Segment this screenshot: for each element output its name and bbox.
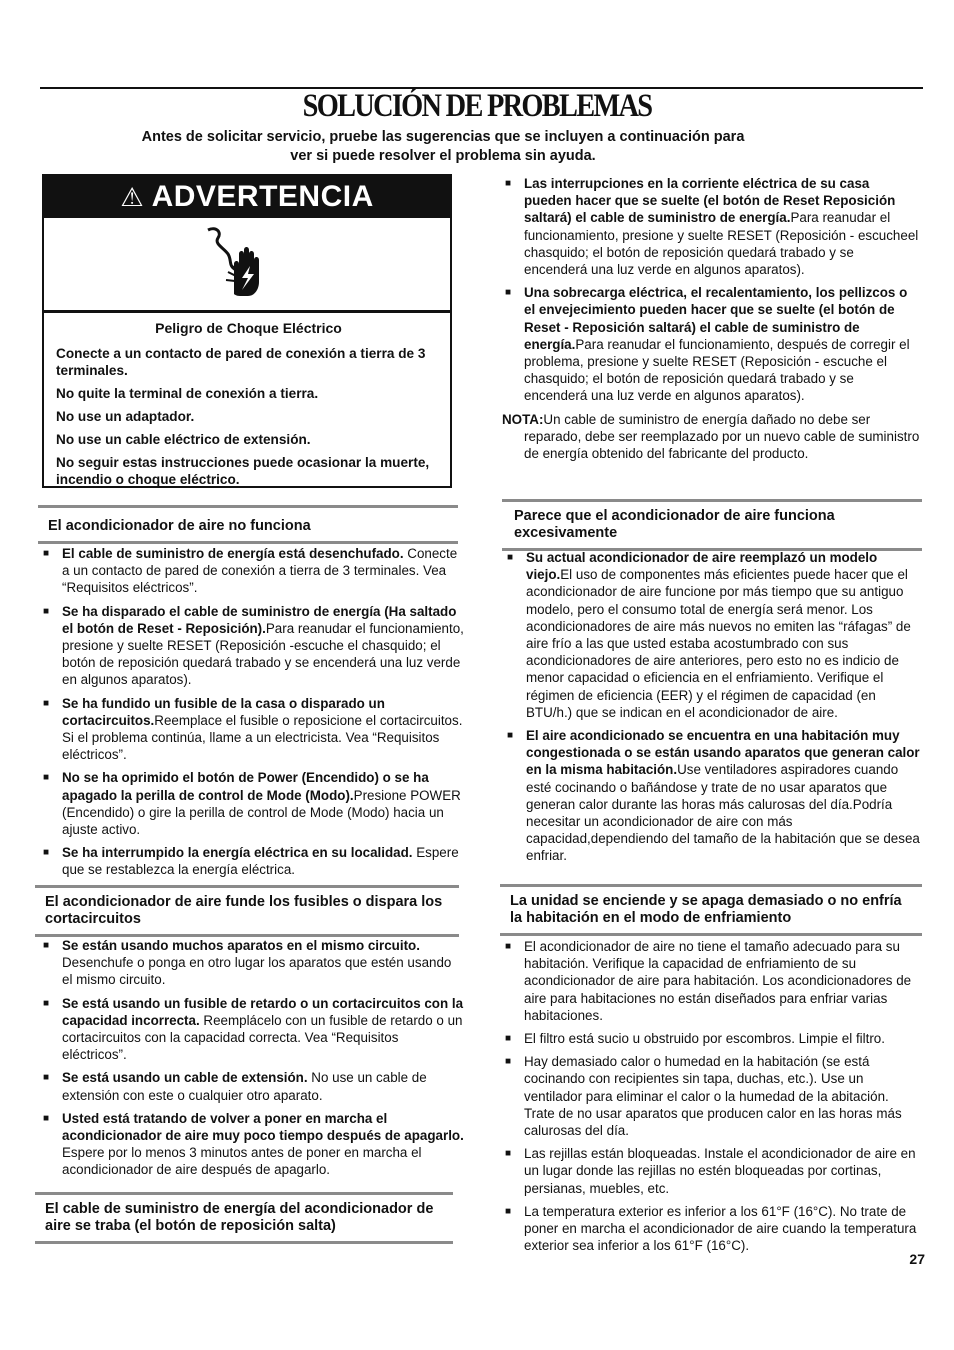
warning-line: No quite la terminal de conexión a tierra. xyxy=(56,386,319,401)
bullet-square-icon: ■ xyxy=(43,697,50,709)
intro-line-2: ver si puede resolver el problema sin ayuda. xyxy=(290,148,596,164)
note-text: Un cable de suministro de energía dañado no debe ser reparado, debe ser reemplazado por un nuevo cable de suministro de energía obtenido del fabricante del producto. xyxy=(524,411,920,462)
warning-triangle-icon: ⚠ xyxy=(120,181,144,212)
bullet-square-icon: ■ xyxy=(505,287,512,299)
list-excesivamente xyxy=(504,549,920,871)
list-item: ■ Su actual acondicionador de aire reemplazó un modelo viejo.El uso de componentes más eficientes puede hacer que el acondicionador de aire funcione por más tiempo que su antiguo modelo, pero el consumo total de energía será menor. Los acondicionadores de aire más nuevos no emiten las “ráfagas” de aire frío a las que usted estaba acostumbrado con sus acondicionadores de aire anteriores, pero esto no es indicio de menor capacidad o eficiencia en el enfriamiento. Verifique el régimen de eficiencia (EER) y el régimen de capacidad (en BTU/h.) que se indican en el acondicionador de aire. xyxy=(507,550,911,720)
bullet-square-icon: ■ xyxy=(43,548,50,559)
warning-icon-area xyxy=(44,218,450,313)
list-item: ■ Se ha disparado el cable de suministro de energía (Ha saltado el botón de Reset - Reposición).Para reanudar el funcionamiento, presione y suelte RESET (Reposición -escuche el chasquido; el botón de reposición quedará trabado y se encenderá una luz verde en algunos aparatos). xyxy=(43,603,464,688)
warning-line: Conecte a un contacto de pared de conexión a tierra de 3 terminales. xyxy=(56,346,426,378)
list-enciende-apaga xyxy=(502,938,920,1260)
list-item: ■ El aire acondicionado se encuentra en una habitación muy congestionada o se están usando aparatos que generan calor en la misma habitación.Use ventiladores aspiradores cuando esté cocinando o bañándose y trate de no usar aparatos que generan calor durante las horas más calurosas del día.Podría necesitar un acondicionador de aire con más capacidad,dependiendo del tamaño de la habitación que se desea enfriar. xyxy=(507,728,920,864)
list-item: ■ Se ha fundido un fusible de la casa o disparado un cortacircuitos.Reemplace el fusible o reposicione el cortacircuitos. Si el problema continúa, llame a un electricista. Vea “Requisitos eléctricos”. xyxy=(43,695,463,763)
list-item: ■ El filtro está sucio u obstruido por escombros. Limpie el filtro. xyxy=(505,1031,885,1047)
bullet-square-icon: ■ xyxy=(505,1033,512,1045)
note xyxy=(502,411,920,463)
intro-text xyxy=(100,128,786,166)
warning-line: No use un adaptador. xyxy=(56,409,195,424)
bullet-square-icon: ■ xyxy=(505,1148,512,1160)
list-item: ■ Se está usando un cable de extensión. No use un cable de extensión con este o cualquier otro aparato. xyxy=(43,1070,427,1103)
list-item: ■ Se ha interrumpido la energía eléctrica en su localidad. Espere que se restablezca la energía eléctrica. xyxy=(43,845,459,878)
shock-title: Peligro de Choque Eléctrico xyxy=(155,320,342,336)
list-item: ■ Se están usando muchos aparatos en el mismo circuito. Desenchufe o ponga en otro lugar los aparatos que estén usando el mismo circuito. xyxy=(43,938,452,988)
bullet-square-icon: ■ xyxy=(43,1112,50,1124)
warning-heading: ADVERTENCIA xyxy=(151,180,374,213)
warning-body xyxy=(56,320,441,494)
bullet-square-icon: ■ xyxy=(507,552,514,563)
list-interrupciones xyxy=(502,175,920,462)
list-fusibles xyxy=(40,937,465,1185)
warning-line: No use un cable eléctrico de extensión. xyxy=(56,432,311,447)
warning-box xyxy=(42,174,452,488)
list-item: ■ La temperatura exterior es inferior a los 61°F (16°C). No trate de poner en marcha el acondicionador de aire cuando la temperatura exterior sea inferior a los 61°F (16°C). xyxy=(505,1203,917,1254)
section-heading-no-funciona: El acondicionador de aire no funciona xyxy=(38,505,458,544)
list-item: ■ Usted está tratando de volver a poner en marcha el acondicionador de aire muy poco tiempo después de apagarlo. Espere por lo menos 3 minutos antes de poner en marcha el acondicionador de aire después de apagarlo. xyxy=(43,1110,464,1178)
bullet-square-icon: ■ xyxy=(505,1205,512,1217)
note-lead: NOTA: xyxy=(502,411,544,427)
bullet-square-icon: ■ xyxy=(43,847,50,859)
warning-line: No seguir estas instrucciones puede ocasionar la muerte, incendio o choque eléctrico. xyxy=(56,455,430,487)
bullet-square-icon: ■ xyxy=(43,940,50,951)
bullet-square-icon: ■ xyxy=(505,1056,512,1068)
bullet-square-icon: ■ xyxy=(43,772,50,784)
list-item: ■ El cable de suministro de energía está desenchufado. Conecte a un contacto de pared de conexión a tierra de 3 terminales. Vea “Requisitos eléctricos”. xyxy=(43,546,458,596)
section-heading-cable-se-traba: El cable de suministro de energía del acondicionador de aire se traba (el botón de reposición salta) xyxy=(35,1192,453,1244)
section-heading-enciende-apaga: La unidad se enciende y se apaga demasiado o no enfría la habitación en el modo de enfriamiento xyxy=(500,884,922,936)
bullet-square-icon: ■ xyxy=(43,1072,50,1084)
list-item: ■ No se ha oprimido el botón de Power (Encendido) o se ha apagado la perilla de control de Mode (Modo).Presione POWER (Encendido) o gire la perilla de control de Mode (Modo) hacia un ajuste activo. xyxy=(43,770,461,838)
page-title: SOLUCIÓN DE PROBLEMAS xyxy=(302,88,652,124)
list-item: ■ Una sobrecarga eléctrica, el recalentamiento, los pellizcos o el envejecimiento pueden hacer que se suelte (el botón de Reset - Reposición saltará) el cable de suministro de energía.Para reanudar el funcionamiento, después de corregir el problema, presione y suelte RESET (Reposición - escuche el chasquido; el botón de reposición quedará trabado y se encenderá una luz verde en algunos aparatos). xyxy=(505,285,910,404)
bullet-square-icon: ■ xyxy=(505,941,512,952)
bullet-square-icon: ■ xyxy=(507,730,514,742)
electric-shock-hand-icon xyxy=(206,224,276,304)
list-item: ■ Las interrupciones en la corriente eléctrica de su casa pueden hacer que se suelte (el botón de Reset Reposición saltará) el cable de suministro de energía.Para reanudar el funcionamiento, presione y suelte RESET (Reposición - escucheel chasquido; el botón de reposición quedará trabado y se encenderá una luz verde en algunos aparatos). xyxy=(505,176,919,278)
list-item: ■ El acondicionador de aire no tiene el tamaño adecuado para su habitación. Verifique la capacidad de enfriamiento de su acondicionador de aire para habitación. Los acondicionadores de aire para habitaciones no están diseñados para enfriar varias habitaciones. xyxy=(505,939,912,1023)
list-item: ■ Las rejillas están bloqueadas. Instale el acondicionador de aire en un lugar donde las rejillas no estén bloqueadas por cortinas, persianas, muebles, etc. xyxy=(505,1146,916,1196)
bullet-square-icon: ■ xyxy=(43,605,50,617)
intro-line-1: Antes de solicitar servicio, pruebe las sugerencias que se incluyen a continuación para xyxy=(141,129,745,145)
list-item: ■ Hay demasiado calor o humedad en la habitación (se está cocinando con recipientes sin tapa, duchas, etc.). Use un ventilador para eliminar el calor o la humedad de la abitación. Trate de no usar aparatos que producen calor en las horas más calurosas del día. xyxy=(505,1054,902,1139)
list-no-funciona xyxy=(40,545,465,885)
bullet-square-icon: ■ xyxy=(43,997,50,1009)
section-heading-fusibles: El acondicionador de aire funde los fusibles o dispara los cortacircuitos xyxy=(35,885,459,937)
page-number: 27 xyxy=(909,1251,925,1267)
bullet-square-icon: ■ xyxy=(505,178,512,189)
list-item: ■ Se está usando un fusible de retardo o un cortacircuitos con la capacidad incorrecta. Reemplácelo con un fusible de retardo o un cortacircuitos con la capacidad correcta. Vea “Requisitos eléctricos”. xyxy=(43,995,464,1063)
warning-header xyxy=(44,176,450,218)
section-heading-excesivamente: Parece que el acondicionador de aire funciona excesivamente xyxy=(502,499,922,551)
